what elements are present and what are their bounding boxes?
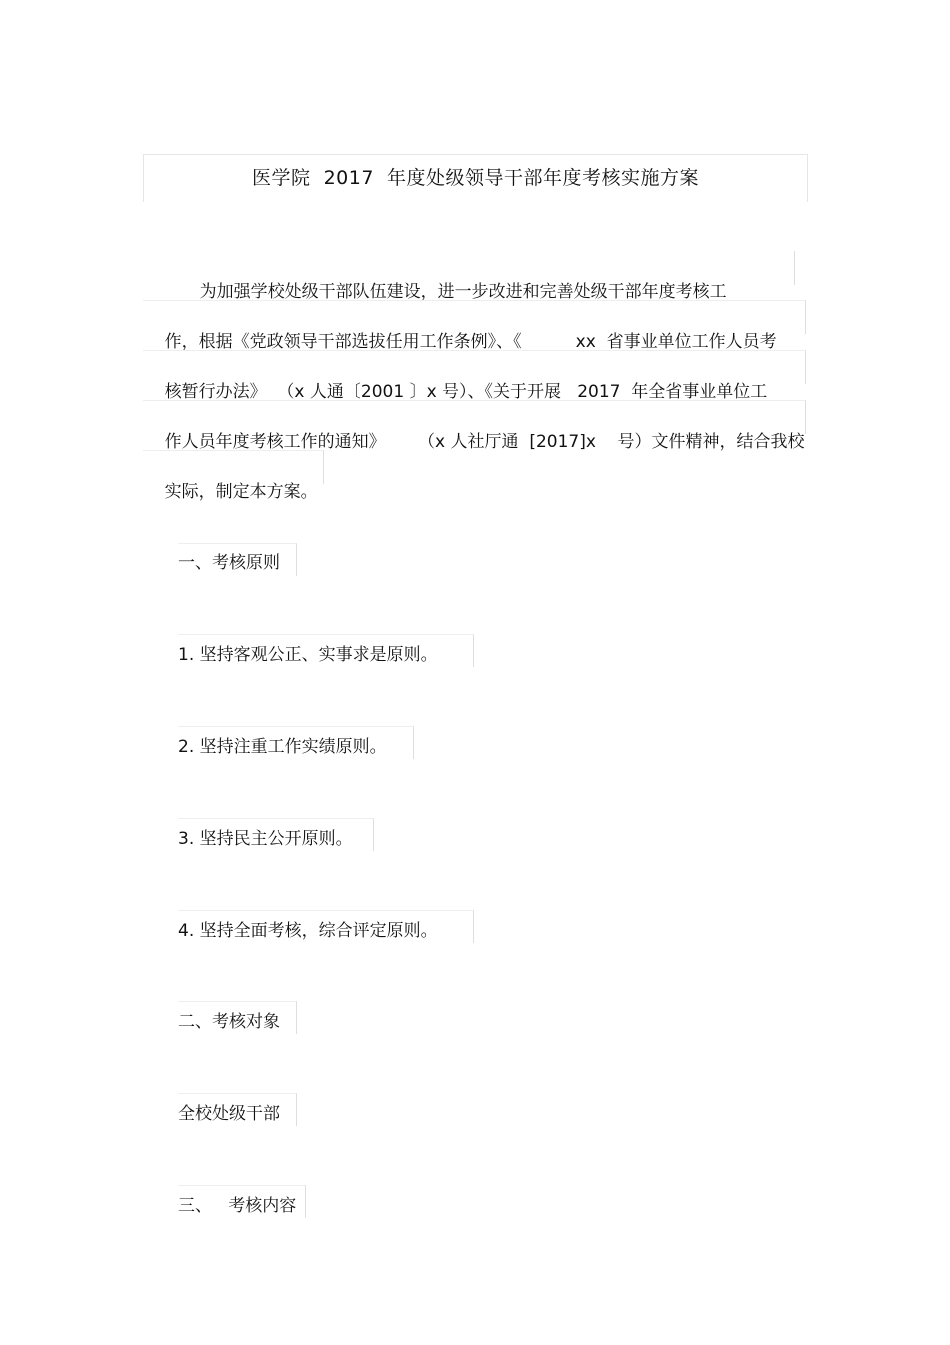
principle-item-2: 2. 坚持注重工作实绩原则。 <box>178 726 414 759</box>
intro-line-2: 作，根据《党政领导干部选拔任用工作条例》、《 xx 省事业单位工作人员考 <box>143 300 806 334</box>
principle-item-1: 1. 坚持客观公正、实事求是原则。 <box>178 634 474 667</box>
intro-line-5: 实际，制定本方案。 <box>143 450 324 484</box>
intro-line-3: 核暂行办法》 （x 人通〔2001 〕x 号）、《关于开展 2017 年全省事业单位工 <box>143 350 806 384</box>
intro-line-1: 为加强学校处级干部队伍建设，进一步改进和完善处级干部年度考核工 <box>178 251 795 285</box>
section2-body: 全校处级干部 <box>178 1093 297 1126</box>
section3-heading: 三、 考核内容 <box>178 1185 306 1218</box>
section2-heading: 二、考核对象 <box>178 1001 297 1034</box>
principle-item-4: 4. 坚持全面考核，综合评定原则。 <box>178 910 474 943</box>
document-title: 医学院 2017 年度处级领导干部年度考核实施方案 <box>251 167 699 189</box>
principle-item-3: 3. 坚持民主公开原则。 <box>178 818 374 851</box>
intro-line-4: 作人员年度考核工作的通知》 （x 人社厅通 [2017]x 号）文件精神，结合我校 <box>143 400 806 434</box>
section1-heading: 一、考核原则 <box>178 543 297 576</box>
